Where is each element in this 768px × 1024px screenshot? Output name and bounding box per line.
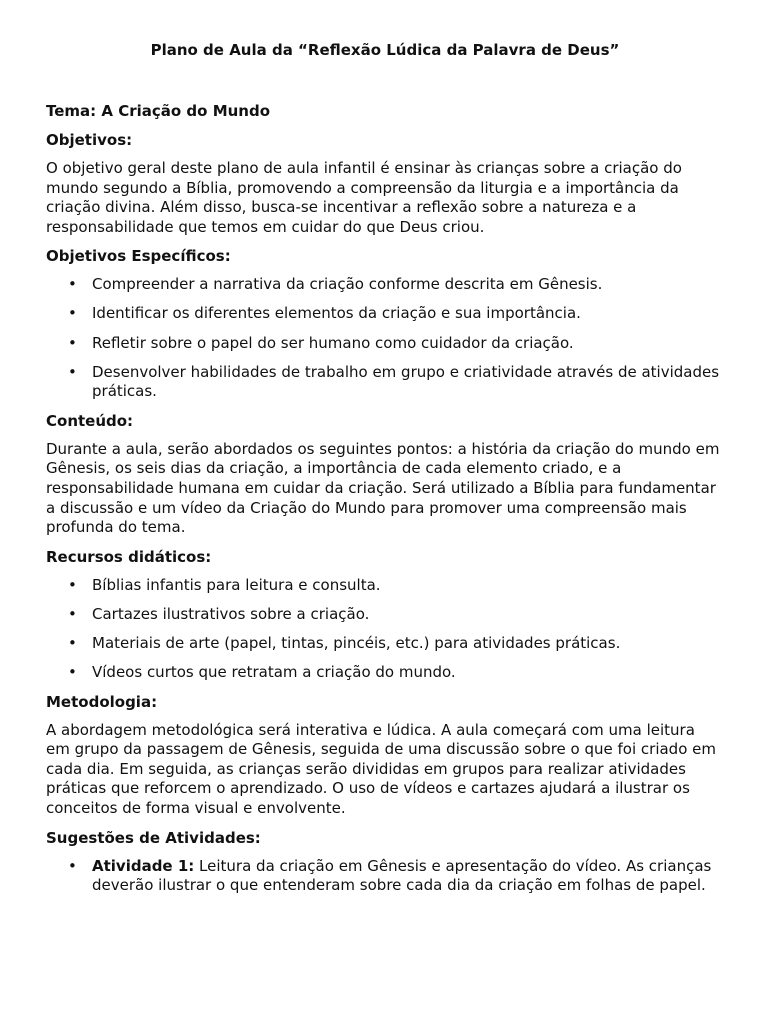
section-heading-metodologia: Metodologia: [46, 692, 158, 711]
list-item [46, 363, 724, 402]
list-item-text: Desenvolver habilidades de trabalho em grupo e criatividade através de atividades práticas. [92, 362, 720, 401]
paragraph-metodologia: A abordagem metodológica será interativa e lúdica. A aula começará com uma leitura em grupo da passagem de Gênesis, seguida de uma discussão sobre o que foi criado em cada dia. Em seguida, as crianças serão divididas em grupos para realizar atividades práticas que reforcem o aprendizado. O uso de vídeos e cartazes ajudará a ilustrar os conceitos de forma visual e envolvente. [46, 720, 716, 818]
paragraph-objetivos: O objetivo geral deste plano de aula infantil é ensinar às crianças sobre a criação do mundo segundo a Bíblia, promovendo a compreensão da liturgia e a importância da criação divina. Além disso, busca-se incentivar a reflexão sobre a natureza e a responsabilidade que temos em cuidar do que Deus criou. [46, 159, 682, 236]
list-recursos [46, 576, 724, 683]
activity-label: Atividade 1: [92, 856, 195, 875]
bullet-icon: • [68, 604, 77, 623]
section-heading-objetivos: Objetivos: [46, 131, 133, 149]
bullet-icon: • [68, 663, 77, 682]
list-objetivos-especificos [46, 275, 724, 401]
bullet-icon: • [68, 856, 77, 875]
bullet-icon: • [68, 304, 77, 323]
list-item [46, 304, 724, 324]
activity-text: Leitura da criação em Gênesis e apresentação do vídeo. As crianças deverão ilustrar o que entenderam sobre cada dia da criação em folhas de papel. [92, 856, 712, 895]
list-item [46, 334, 724, 354]
list-item-text: Cartazes ilustrativos sobre a criação. [92, 604, 370, 623]
list-item-text: Compreender a narrativa da criação conforme descrita em Gênesis. [92, 275, 603, 294]
list-item [46, 857, 724, 896]
section-heading-conteudo: Conteúdo: [46, 411, 134, 430]
bullet-icon: • [68, 575, 77, 594]
list-item [46, 576, 724, 596]
list-item [46, 634, 724, 654]
list-item [46, 275, 724, 295]
list-item-text: Bíblias infantis para leitura e consulta. [92, 575, 381, 594]
list-item-text: Vídeos curtos que retratam a criação do mundo. [92, 663, 456, 682]
document-title: Plano de Aula da “Reflexão Lúdica da Palavra de Deus” [150, 41, 620, 59]
list-item-text: Refletir sobre o papel do ser humano como cuidador da criação. [92, 333, 574, 352]
bullet-icon: • [68, 362, 77, 381]
section-heading-sugestoes: Sugestões de Atividades: [46, 828, 261, 847]
list-item-text: Identificar os diferentes elementos da criação e sua importância. [92, 304, 581, 323]
list-item-text: Materiais de arte (papel, tintas, pincéis, etc.) para atividades práticas. [92, 634, 621, 652]
bullet-icon: • [68, 275, 77, 294]
lesson-topic: Tema: A Criação do Mundo [46, 102, 271, 120]
list-sugestoes [46, 857, 724, 896]
bullet-icon: • [68, 634, 77, 652]
list-item [46, 605, 724, 625]
section-heading-recursos: Recursos didáticos: [46, 547, 212, 566]
bullet-icon: • [68, 333, 77, 352]
section-heading-objetivos-especificos: Objetivos Específicos: [46, 247, 231, 266]
list-item [46, 663, 724, 683]
paragraph-conteudo: Durante a aula, serão abordados os seguintes pontos: a história da criação do mundo em Gênesis, os seis dias da criação, a importância de cada elemento criado, e a responsabilidade humana em cuidar da criação. Será utilizado a Bíblia para fundamentar a discussão e um vídeo da Criação do Mundo para promover uma compreensão mais profunda do tema. [46, 439, 720, 537]
